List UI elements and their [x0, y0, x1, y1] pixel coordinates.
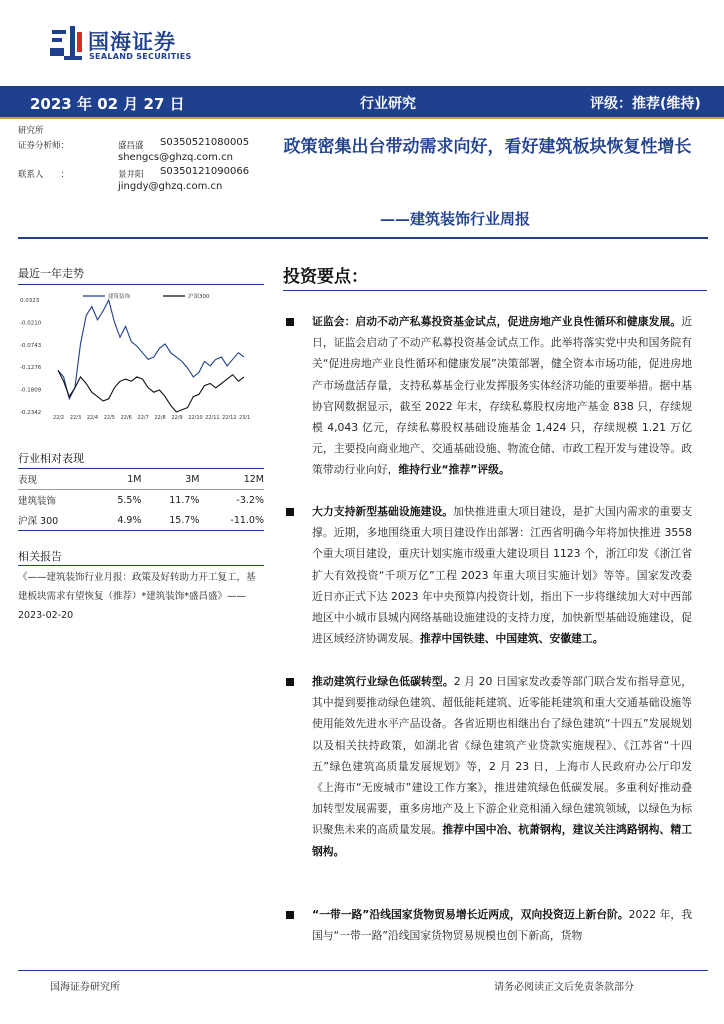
perf-col-label: 表现 — [18, 475, 38, 486]
footer-disclaimer: 请务必阅读正文后免责条款部分 — [494, 982, 634, 993]
report-date: 2023 年 02 月 27 日 — [30, 95, 185, 113]
chart-heading-rule — [18, 284, 264, 285]
y-tick-label: -0.1276 — [20, 365, 42, 372]
x-tick-label: 22/12 — [222, 415, 237, 421]
report-rating: 评级：推荐(维持) — [590, 96, 701, 112]
point-2 — [312, 501, 692, 649]
y-tick-label: -0.0743 — [20, 342, 42, 349]
x-tick-label: 22/5 — [103, 415, 115, 421]
perf-cell: 5.5% — [117, 494, 142, 506]
point-3 — [312, 671, 692, 862]
y-tick-label: 0.0323 — [20, 298, 40, 304]
point-4 — [312, 904, 692, 946]
x-tick-label: 22/2 — [53, 415, 65, 421]
point-2-tail: 推荐中国铁建、中国建筑、安徽建工。 — [419, 632, 604, 646]
legend-label: 建筑装饰 — [108, 294, 131, 300]
x-tick-label: 22/6 — [120, 415, 132, 421]
related-report-link[interactable]: 《——建筑装饰行业月报：政策及好转助力开工复工，基建板块需求有望恢复（推荐）*建筑装饰*盛昌盛》——2023-02-20 — [18, 572, 256, 621]
point-4-lead: “一带一路”沿线国家货物贸易增长近两成，双向投资迈上新台阶。 — [312, 908, 629, 921]
perf-row-label: 建筑装饰 — [18, 496, 57, 507]
contact-name: 景井阳 — [118, 170, 144, 180]
x-tick-label: 22/9 — [171, 415, 183, 421]
x-tick-label: 22/11 — [205, 415, 220, 421]
x-tick-label: 22/8 — [154, 415, 166, 421]
perf-cell: 15.7% — [169, 514, 200, 526]
analyst-label: 证券分析师： — [18, 141, 70, 151]
perf-cell: -11.0% — [230, 514, 264, 526]
related-rule — [18, 565, 264, 566]
perf-cell: 4.9% — [117, 514, 142, 526]
sealand-logo-icon — [50, 24, 84, 62]
footer-rule — [18, 970, 708, 971]
perf-cell: 11.7% — [169, 494, 200, 506]
table-row — [18, 510, 264, 531]
y-tick-label: -0.0210 — [20, 320, 42, 327]
perf-header-row — [18, 469, 264, 490]
chart-heading: 最近一年走势 — [18, 267, 84, 280]
contact-id: S0350121090066 — [160, 166, 250, 177]
analyst-name: 盛昌盛 — [118, 141, 144, 151]
x-tick-label: 22/3 — [69, 415, 82, 421]
x-tick-label: 23/1 — [239, 415, 251, 421]
table-row — [18, 490, 264, 511]
point-2-lead: 大力支持新型基础设施建设。 — [312, 505, 454, 518]
report-subtitle: ——建筑装饰行业周报 — [380, 210, 531, 228]
related-heading: 相关报告 — [18, 550, 62, 563]
title-divider — [18, 237, 708, 239]
brand-name-cn: 国海证券 — [88, 30, 176, 54]
bullet-icon — [286, 678, 294, 686]
contact-email[interactable]: jingdy@ghzq.com.cn — [118, 181, 223, 192]
x-tick-label: 22/7 — [137, 415, 149, 421]
point-2-body: 加快推进重大项目建设，是扩大国内需求的重要支撑。近期，多地围绕重大项目建设作出部署：江西省明确今年将加快推进 3558 个重大项目建设，重庆计划实施市级重大建设项目 1123 个，浙江印发《浙江省扩大有效投资“千项万亿”工程 2023 年重大项目实施计划》等等。国家发改委近日亦正式下达 2023 年中央预算内投资计划，指出下一步将继续加大对中西部地区中小城市县城内网络基础设施建设的支持力度，加快新型基础设施建设，促进区域经济协调发展。 — [312, 505, 693, 646]
point-3-body: 2 月 20 日国家发改委等部门联合发布指导意见，其中提到要推动绿色建筑、超低能耗建筑、近零能耗建筑和重大交通基础设施等使用能效先进水平产品设备。各省近期也相继出台了绿色建筑“十四五”发展规划以及相关扶持政策，如湖北省《绿色建筑产业贷款实施规程》、《江苏省“十四五”绿色建筑高质量发展规划》等，2 月 23 日，上海市人民政府办公厅印发《上海市“无废城市”建设工作方案》，推进建筑绿色低碳发展。多重利好推动叠加转型发展需要，重多房地产及上下游企业竞相涌入绿色建筑领域，以绿色为标识聚焦未来的高质量发展。 — [312, 675, 692, 837]
x-tick-label: 22/10 — [188, 415, 203, 421]
perf-col-1m: 1M — [127, 473, 142, 485]
point-1 — [312, 311, 692, 481]
y-tick-label: -0.1809 — [20, 387, 42, 394]
institute-label: 研究所 — [18, 126, 44, 136]
analyst-email[interactable]: shengcs@ghzq.com.cn — [118, 152, 233, 163]
trend-chart — [18, 290, 251, 421]
series-line-1 — [58, 370, 244, 412]
point-1-lead: 证监会：启动不动产私募投资基金试点，促进房地产业良性循环和健康发展。 — [312, 315, 682, 328]
perf-table — [18, 468, 264, 531]
bullet-icon — [286, 508, 294, 516]
footer-left: 国海证券研究所 — [50, 982, 120, 993]
y-tick-label: -0.2342 — [20, 410, 42, 416]
report-title: 政策密集出台带动需求向好，看好建筑板块恢复性增长 — [283, 137, 692, 157]
perf-col-12m: 12M — [243, 473, 264, 485]
contact-label: 联系人 ： — [18, 170, 70, 180]
bullet-icon — [286, 318, 294, 326]
point-1-body: 近日，证监会启动了不动产私募投资基金试点工作。此举将落实党中央和国务院有关“促进房地产业良性循环和健康发展”决策部署，健全资本市场功能，促进房地产市场盘活存量，支持私募基金行业发挥服务实体经济功能的重要举措。据中基协官网数据显示，截至 2022 年末，存续私募股权房地产基金 838 只，存续规模 4,043 亿元，存续私募股权基础设施基金 1,424 只，存续规模 1.21 万亿元，主要投向商业地产、交通基础设施、物流仓储、市政工程开发与建设等。政策带动行业向好， — [312, 315, 692, 477]
perf-col-3m: 3M — [185, 473, 200, 485]
point-3-lead: 推动建筑行业绿色低碳转型。 — [312, 675, 454, 688]
x-tick-label: 22/4 — [86, 415, 99, 421]
points-heading: 投资要点： — [283, 267, 368, 287]
point-3-tail: 推荐中国中冶、杭萧钢构，建议关注鸿路钢构、精工钢构。 — [312, 823, 693, 858]
point-4-body: 2022 年，我国与“一带一路”沿线国家货物贸易规模也创下新高，货物 — [312, 908, 692, 943]
points-rule — [283, 290, 707, 291]
bullet-icon — [286, 911, 294, 919]
report-type: 行业研究 — [360, 96, 416, 112]
analyst-id: S0350521080005 — [160, 137, 250, 148]
perf-heading: 行业相对表现 — [18, 452, 84, 465]
perf-row-label: 沪深 300 — [18, 516, 59, 527]
brand-name-en: SEALAND SECURITIES — [89, 52, 192, 61]
perf-cell: -3.2% — [236, 494, 264, 506]
legend-label: 沪深300 — [188, 294, 210, 300]
header-divider — [0, 117, 724, 119]
point-1-tail: 维持行业“推荐”评级。 — [398, 463, 510, 477]
